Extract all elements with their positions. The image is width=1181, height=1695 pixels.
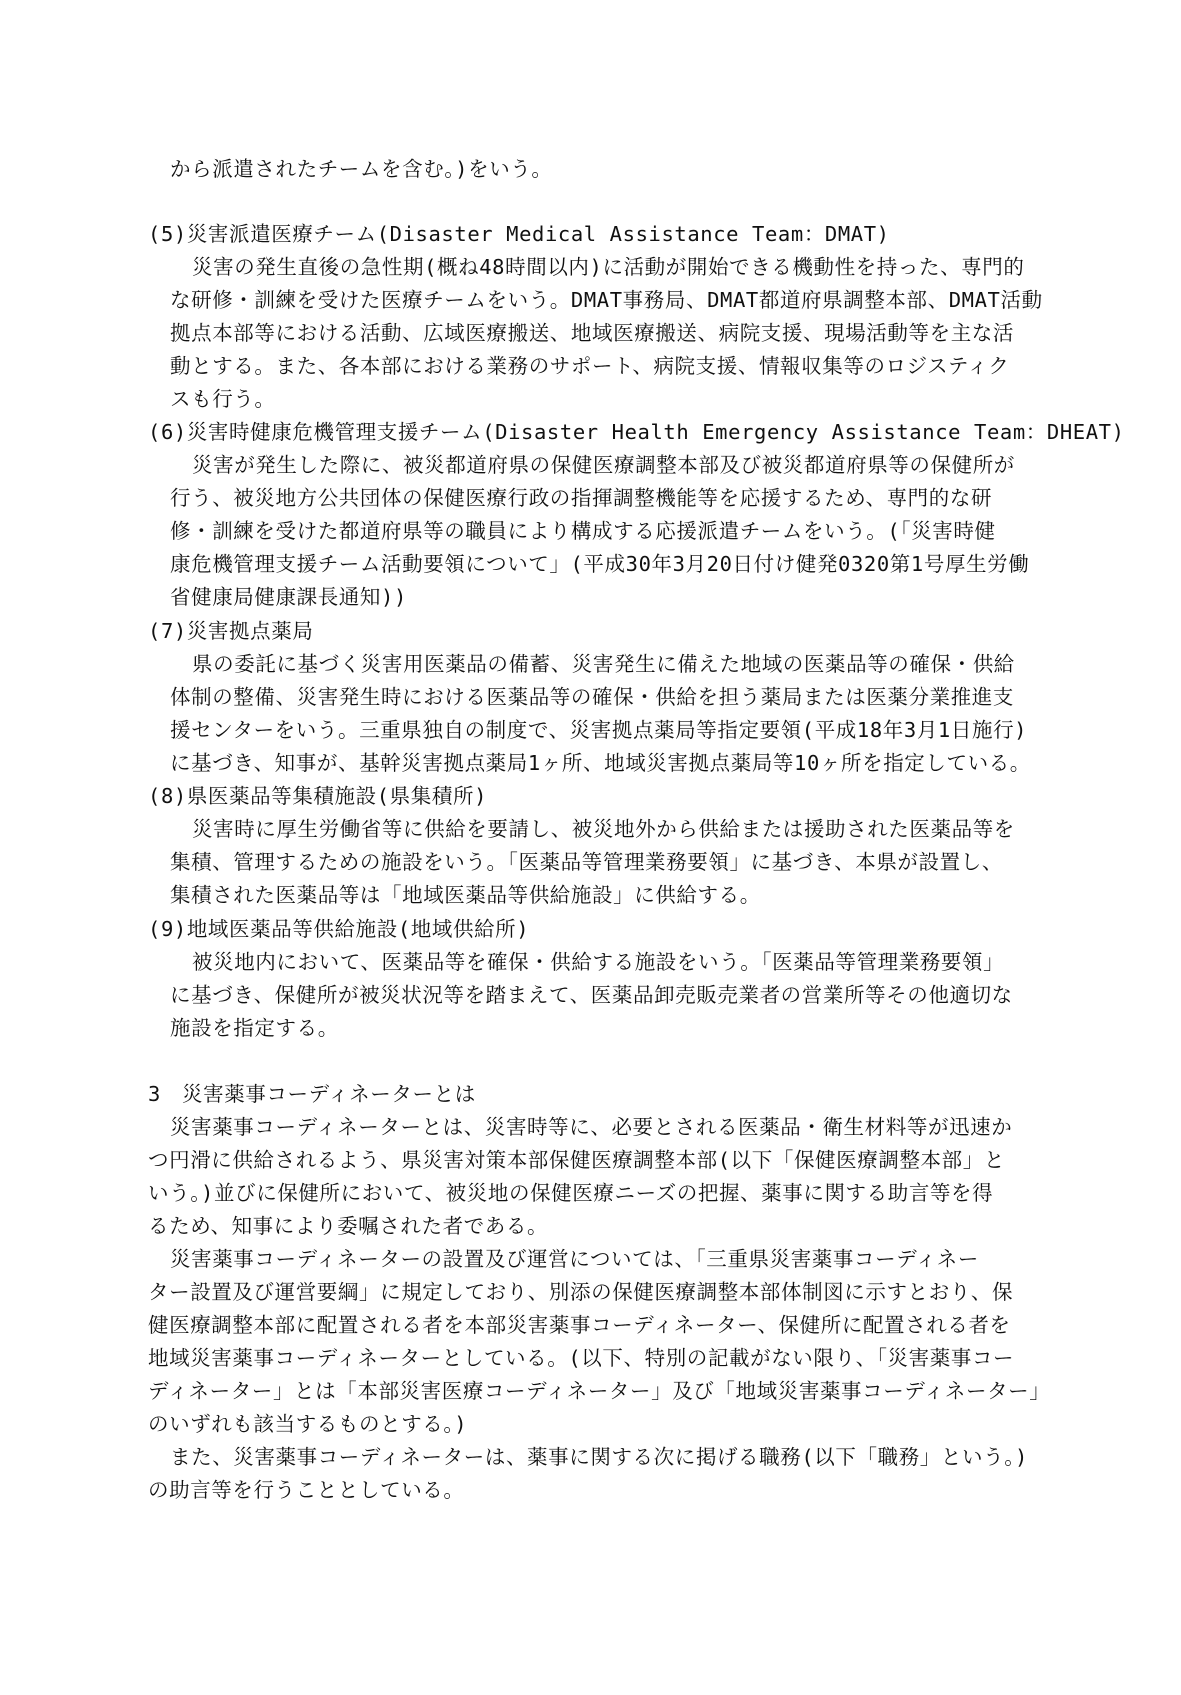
text-line: 行う、被災地方公共団体の保健医療行政の指揮調整機能等を応援するため、専門的な研 bbox=[170, 486, 993, 510]
section-heading-7: (7)災害拠点薬局 bbox=[148, 619, 314, 643]
text-line: 災害薬事コーディネーターとは、災害時等に、必要とされる医薬品・衛生材料等が迅速か bbox=[170, 1115, 1013, 1139]
text-line: 集積された医薬品等は「地域医薬品等供給施設」に供給する。 bbox=[170, 883, 761, 907]
section-heading-5: (5)災害派遣医療チーム(Disaster Medical Assistance Team：DMAT) bbox=[148, 222, 890, 246]
text-line: 拠点本部等における活動、広域医療搬送、地域医療搬送、病院支援、現場活動等を主な活 bbox=[170, 321, 1014, 345]
text-line: るため、知事により委嘱された者である。 bbox=[148, 1214, 549, 1238]
text-line: 災害の発生直後の急性期(概ね48時間以内)に活動が開始できる機動性を持った、専門的 bbox=[192, 255, 1025, 279]
text-line: ター設置及び運営要綱」に規定しており、別添の保健医療調整本部体制図に示すとおり、保 bbox=[148, 1280, 1014, 1304]
text-line: 健医療調整本部に配置される者を本部災害薬事コーディネーター、保健所に配置される者を bbox=[148, 1313, 1011, 1337]
text-line: 修・訓練を受けた都道府県等の職員により構成する応援派遣チームをいう。(「災害時健 bbox=[170, 519, 996, 543]
text-line: 災害時に厚生労働省等に供給を要請し、被災地外から供給または援助された医薬品等を bbox=[192, 817, 1015, 841]
text-line: また、災害薬事コーディネーターは、薬事に関する次に掲げる職務(以下「職務」という。) bbox=[170, 1445, 1028, 1469]
text-line: に基づき、知事が、基幹災害拠点薬局1ヶ所、地域災害拠点薬局等10ヶ所を指定している。 bbox=[170, 751, 1031, 775]
section-heading-3: 3 災害薬事コーディネーターとは bbox=[148, 1082, 476, 1106]
text-line: 援センターをいう。三重県独自の制度で、災害拠点薬局等指定要領(平成18年3月1日施行) bbox=[170, 718, 1028, 742]
text-line: 地域災害薬事コーディネーターとしている。(以下、特別の記載がない限り、「災害薬事コー bbox=[148, 1346, 1015, 1370]
text-line: つ円滑に供給されるよう、県災害対策本部保健医療調整本部(以下「保健医療調整本部」と bbox=[148, 1148, 1005, 1172]
text-line: 被災地内において、医薬品等を確保・供給する施設をいう。「医薬品等管理業務要領」 bbox=[192, 950, 1005, 974]
text-line: 災害が発生した際に、被災都道府県の保健医療調整本部及び被災都道府県等の保健所が bbox=[192, 453, 1015, 477]
text-line: に基づき、保健所が被災状況等を踏まえて、医薬品卸売販売業者の営業所等その他適切な bbox=[170, 983, 1013, 1007]
section-heading-8: (8)県医薬品等集積施設(県集積所) bbox=[148, 784, 488, 808]
text-line: ディネーター」とは「本部災害医療コーディネーター」及び「地域災害薬事コーディネーター」 bbox=[148, 1379, 1051, 1403]
section-heading-6: (6)災害時健康危機管理支援チーム(Disaster Health Emergency Assistance Team：DHEAT) bbox=[148, 420, 1125, 444]
text-line: 省健康局健康課長通知)) bbox=[170, 585, 407, 609]
text-line: 災害薬事コーディネーターの設置及び運営については、「三重県災害薬事コーディネー bbox=[170, 1247, 979, 1271]
text-line: のいずれも該当するものとする。) bbox=[148, 1412, 468, 1436]
text-line: 動とする。また、各本部における業務のサポート、病院支援、情報収集等のロジスティク bbox=[170, 354, 1010, 378]
text-line: 施設を指定する。 bbox=[170, 1016, 339, 1040]
text-line: スも行う。 bbox=[170, 387, 276, 411]
text-line: 集積、管理するための施設をいう。「医薬品等管理業務要領」に基づき、本県が設置し、 bbox=[170, 850, 1003, 874]
text-line: 康危機管理支援チーム活動要領について」(平成30年3月20日付け健発0320第1号厚生労働 bbox=[170, 552, 1030, 576]
text-line: の助言等を行うこととしている。 bbox=[148, 1478, 465, 1502]
text-line: 体制の整備、災害発生時における医薬品等の確保・供給を担う薬局または医薬分業推進支 bbox=[170, 685, 1014, 709]
text-line: 県の委託に基づく災害用医薬品の備蓄、災害発生に備えた地域の医薬品等の確保・供給 bbox=[192, 652, 1015, 676]
text-line: いう。)並びに保健所において、被災地の保健医療ニーズの把握、薬事に関する助言等を得 bbox=[148, 1181, 994, 1205]
section-heading-9: (9)地域医薬品等供給施設(地域供給所) bbox=[148, 917, 530, 941]
text-line: な研修・訓練を受けた医療チームをいう。DMAT事務局、DMAT都道府県調整本部、DMAT活動 bbox=[170, 288, 1043, 312]
text-line: から派遣されたチームを含む。)をいう。 bbox=[170, 157, 553, 181]
